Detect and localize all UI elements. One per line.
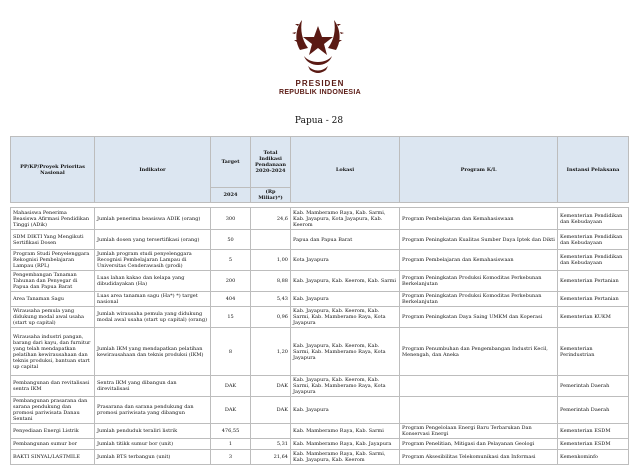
cell-program-kl: Program Penelitian, Mitigasi dan Pelayanan Geologi	[400, 439, 558, 450]
cell-program: Pengembangan Tanaman Tahunan dan Penyegar di Papua dan Papua Barat	[11, 271, 95, 292]
page-title: Papua - 28	[294, 116, 344, 126]
cell-program: Pembangunan dan revitalisasi sentra IKM	[11, 376, 95, 397]
cell-dana	[251, 424, 291, 439]
table-row	[11, 328, 629, 376]
cell-instansi: Pemerintah Daerah	[558, 397, 629, 424]
cell-program: Mahasiswa Penerima Beasiswa Afirmasi Pendidikan Tinggi (ADik)	[11, 208, 95, 230]
cell-lokasi: Kab. Jayapura, Kab. Keerom, Kab. Sarmi, Kab. Mamberamo Raya, Kota Jayapura	[291, 307, 400, 328]
cell-instansi: Kementerian KUKM	[558, 307, 629, 328]
cell-lokasi: Kab. Jayapura, Kab. Keerom, Kab. Sarmi	[291, 271, 400, 292]
cell-indikator: Prasarana dan sarana pendukung dan promosi pariwisata yang dibangun	[95, 397, 211, 424]
table-row	[11, 307, 629, 328]
cell-target: DAK	[211, 376, 251, 397]
cell-program-kl	[400, 397, 558, 424]
cell-program: Penyediaan Energi Listrik	[11, 424, 95, 439]
cell-program-kl: Program Peningkatan Daya Saing UMKM dan Koperasi	[400, 307, 558, 328]
cell-target: 8	[211, 328, 251, 376]
cell-dana: 1,00	[251, 250, 291, 271]
cell-dana: 1,20	[251, 328, 291, 376]
cell-program-kl: Program Pengelolaan Energi Baru Terbarukan Dan Konservasi Energi	[400, 424, 558, 439]
cell-program: Pembangunan sumur bor	[11, 439, 95, 450]
cell-target: 200	[211, 271, 251, 292]
cell-program-kl: Program Peningkatan Produksi Komoditas Perkebunan Berkelanjutan	[400, 271, 558, 292]
cell-target: 50	[211, 230, 251, 250]
cell-dana: 0,96	[251, 307, 291, 328]
cell-lokasi: Kab. Jayapura	[291, 292, 400, 307]
cell-program: BAKTI SINYAL/LASTMILE	[11, 450, 95, 465]
cell-lokasi: Kab. Jayapura, Kab. Keerom, Kab. Sarmi, Kab. Mamberamo Raya, Kota Jayapura	[291, 328, 400, 376]
cell-lokasi: Kota Jayapura	[291, 250, 400, 271]
cell-instansi: Pemerintah Daerah	[558, 376, 629, 397]
cell-program: Pembangunan prasarana dan sarana pendukung dan promosi pariwisata Danau Sentani	[11, 397, 95, 424]
header-indikator: Indikator	[95, 137, 211, 203]
cell-instansi: Kementerian ESDM	[558, 439, 629, 450]
cell-lokasi: Kab. Mamberamo Raya, Kab. Jayapura	[291, 439, 400, 450]
cell-program: Wirausaha pemula yang didukung modal awal usaha (start up capital)	[11, 307, 95, 328]
cell-dana: 8,88	[251, 271, 291, 292]
cell-instansi: Kementerian ESDM	[558, 424, 629, 439]
cell-target: DAK	[211, 397, 251, 424]
cell-dana	[251, 230, 291, 250]
cell-program: Wirausaha industri pangan, barang dari kayu, dan furnitur yang telah mendapatkan pelatihan kewirausahaan dan teknis produksi, bantuan start up capital	[11, 328, 95, 376]
cell-instansi: Kemenkominfo	[558, 450, 629, 465]
program-table	[10, 136, 629, 465]
cell-program-kl: Program Peningkatan Produksi Komoditas Perkebunan Berkelanjutan	[400, 292, 558, 307]
table-row	[11, 376, 629, 397]
cell-lokasi: Kab. Jayapura	[291, 397, 400, 424]
table-row	[11, 424, 629, 439]
cell-indikator: Jumlah titikk sumur bor (unit)	[95, 439, 211, 450]
cell-dana: 24,6	[251, 208, 291, 230]
cell-indikator: Luas lahan kakao dan kelapa yang dibudidayakan (Ha)	[95, 271, 211, 292]
cell-target: 3	[211, 450, 251, 465]
cell-indikator: Jumlah program studi penyelenggara Recognisi Pembelajaran Lampau di Universitas Cenderawasih (prodi)	[95, 250, 211, 271]
cell-indikator: Luas area tanaman sagu (Ha*) *) target nasional	[95, 292, 211, 307]
cell-indikator: Jumlah wirausaha pemula yang didukung modal awal usaha (start up capital) (orang)	[95, 307, 211, 328]
cell-target: 15	[211, 307, 251, 328]
cell-target: 5	[211, 250, 251, 271]
cell-program-kl: Program Pembelajaran dan Kemahasiswaan	[400, 250, 558, 271]
table-row	[11, 208, 629, 230]
cell-lokasi: Papua dan Papua Barat	[291, 230, 400, 250]
cell-program: Area Tanaman Sagu	[11, 292, 95, 307]
header-program-kl: Program K/L	[400, 137, 558, 203]
cell-program-kl: Program Aksesibilitas Telekomunikasi dan Informasi	[400, 450, 558, 465]
cell-dana: 21,64	[251, 450, 291, 465]
table-row	[11, 397, 629, 424]
cell-instansi: Kementerian Pendidikan dan Kebudayaan	[558, 250, 629, 271]
brand-line-1: PRESIDEN	[295, 79, 345, 88]
cell-program: SDM DIKTI Yang Mengikuti Sertifikasi Dosen	[11, 230, 95, 250]
cell-lokasi: Kab. Mamberamo Raya, Kab. Sarmi, Kab. Jayapura, Kab. Keerom	[291, 450, 400, 465]
cell-program: Program Studi Penyelenggara Rekognisi Pembelajaran Lampau (RPL)	[11, 250, 95, 271]
cell-program-kl: Program Pembelajaran dan Kemahasiswaan	[400, 208, 558, 230]
brand-line-2: REPUBLIK INDONESIA	[278, 89, 362, 96]
cell-indikator: Sentra IKM yang dibangun dan direvitalisasi	[95, 376, 211, 397]
cell-dana: 5,31	[251, 439, 291, 450]
cell-instansi: Kementerian Perindustrian	[558, 328, 629, 376]
cell-indikator: Jumlah penduduk teraliri listrik	[95, 424, 211, 439]
table-row	[11, 450, 629, 465]
cell-program-kl: Program Penumbuhan dan Pengembangan Industri Kecil, Menengah, dan Aneka	[400, 328, 558, 376]
cell-instansi: Kementerian Pendidikan dan Kebudayaan	[558, 230, 629, 250]
cell-instansi: Kementerian Pertanian	[558, 292, 629, 307]
cell-target: 476,55	[211, 424, 251, 439]
cell-dana: DAK	[251, 376, 291, 397]
header-lokasi: Lokasi	[291, 137, 400, 203]
table-row	[11, 292, 629, 307]
cell-lokasi: Kab. Jayapura, Kab. Keerom, Kab. Sarmi, Kab. Mamberamo Raya, Kota Jayapura	[291, 376, 400, 397]
star-emblem-icon	[290, 8, 346, 78]
header-target-year: 2024	[211, 188, 251, 203]
cell-target: 1	[211, 439, 251, 450]
header-program: PP/KP/Proyek Prioritas Nasional	[11, 137, 95, 203]
header-target: Target	[211, 137, 251, 188]
table-row	[11, 250, 629, 271]
header-pendanaan: Total Indikasi Pendanaan 2020-2024	[251, 137, 291, 188]
cell-instansi: Kementerian Pertanian	[558, 271, 629, 292]
brand-block	[270, 79, 370, 97]
header-pendanaan-unit: (Rp Miliar)*)	[251, 188, 291, 203]
cell-lokasi: Kab. Mamberamo Raya, Kab. Sarmi	[291, 424, 400, 439]
table-row	[11, 439, 629, 450]
header-instansi: Instansi Pelaksana	[558, 137, 629, 203]
cell-indikator: Jumlah penerima beasiswa ADIK (orang)	[95, 208, 211, 230]
cell-instansi: Kementerian Pendidikan dan Kebudayaan	[558, 208, 629, 230]
cell-indikator: Jumlah IKM yang mendapatkan pelatihan kewirausahaan dan teknis produksi (IKM)	[95, 328, 211, 376]
cell-target: 404	[211, 292, 251, 307]
cell-dana: 5,43	[251, 292, 291, 307]
cell-dana: DAK	[251, 397, 291, 424]
cell-lokasi: Kab. Mamberamo Raya, Kab. Sarmi, Kab. Jayapura, Kota Jayapura, Kab. Keerom	[291, 208, 400, 230]
table-row	[11, 271, 629, 292]
cell-program-kl: Program Peningkatan Kualitas Sumber Daya Iptek dan Dikti	[400, 230, 558, 250]
cell-indikator: Jumlah dosen yang tersertifikasi (orang)	[95, 230, 211, 250]
table-row	[11, 230, 629, 250]
cell-indikator: Jumlah BTS terbangun (unit)	[95, 450, 211, 465]
cell-program-kl	[400, 376, 558, 397]
cell-target: 300	[211, 208, 251, 230]
